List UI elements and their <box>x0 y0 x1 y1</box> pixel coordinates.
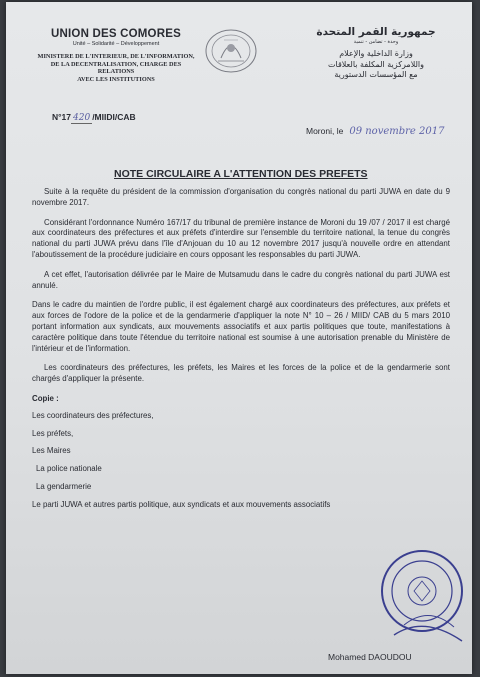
ministry-line: AVEC LES INSTITUTIONS <box>77 75 155 83</box>
letterhead-right-arabic <box>302 26 450 81</box>
copy-recipient: Les coordinateurs des préfectures, <box>32 410 154 420</box>
ministry-line-arabic: واللامركزية المكلفة بالعلاقات <box>327 59 425 69</box>
place-label: Moroni, le <box>306 126 344 136</box>
national-motto-arabic: وحدة - تضامن - تنمية <box>353 39 399 45</box>
official-stamp-icon <box>374 545 466 645</box>
signer-name: Mohamed DAOUDOU <box>328 652 412 662</box>
ministry-line-arabic: مع المؤسسات الدستورية <box>334 70 418 79</box>
letterhead-left <box>36 28 196 83</box>
copy-recipient: La gendarmerie <box>36 481 92 491</box>
reference-handwritten: 420 <box>73 113 91 123</box>
ministry-name <box>36 53 196 83</box>
copy-recipient-list <box>32 411 450 511</box>
paragraph: Les coordinateurs des préfectures, les préfets, les Maires et les forces de la police et de la gendarmerie sont chargés d'appliquer la présente. <box>32 363 450 384</box>
copy-recipient: Le parti JUWA et autres partis politique, aux syndicats et aux mouvements associatifs <box>32 499 331 509</box>
document-page <box>6 2 472 674</box>
copy-recipient: Les Maires <box>32 446 71 456</box>
paragraph: A cet effet, l'autorisation délivrée par le Maire de Mutsamudu dans le cadre du congrès national du parti JUWA est annulé. <box>32 269 450 290</box>
copy-label: Copie : <box>32 393 59 403</box>
paragraph: Suite à la requête du président de la commission d'organisation du congrès national du parti JUWA en date du 9 novembre 2017. <box>32 187 450 207</box>
reference-suffix: /MIIDI/CAB <box>92 112 136 122</box>
document-title: NOTE CIRCULAIRE A L'ATTENTION DES PREFETS <box>114 168 368 180</box>
national-motto: Unité – Solidarité – Développement <box>72 41 160 47</box>
paragraph: Dans le cadre du maintien de l'ordre public, il est également chargé aux coordinateurs des préfectures, aux préfets et aux forces de l'odore de la police et de la gendarmerie d'appliquer la note N° 10 – 26 / MIID/ CAB du 5 mars 2010 portant information aux syndicats, aux mouvements associatifs et aux partis politiques que toute, manifestations à caractère politique dans toute l'étendue du territoire national est soumise à une autorisation prenable du Ministère de l'intérieur et de l'information. <box>32 300 450 353</box>
coat-of-arms-icon <box>204 28 258 74</box>
ministry-line-arabic: وزارة الداخلية والإعلام <box>339 49 413 58</box>
ministry-line: MINISTERE DE L'INTERIEUR, DE L'INFORMATION, <box>37 53 195 60</box>
country-name: UNION DES COMORES <box>51 28 181 40</box>
reference-prefix: N°17 <box>52 112 71 122</box>
copy-recipient: Les préfets, <box>32 428 74 438</box>
reference-number <box>52 112 136 123</box>
copy-recipient: La police nationale <box>36 464 102 474</box>
handwritten-date: 09 novembre 2017 <box>349 126 445 137</box>
place-date <box>306 126 444 137</box>
country-name-arabic: جمهورية القمر المتحدة <box>316 26 436 38</box>
paragraph: Considérant l'ordonnance Numéro 167/17 du tribunal de première instance de Moroni du 19 /07 / 2017 il est chargé aux coordinateurs des préfectures et aux préfets d'interdire sur l'ensemble du territoire national, la tenue du congrès national du parti JUWA prévu dans l'île d'Anjouan du 10 au 12 novembre 2017 jusqu'à nouvelle ordre en attendant l'aboutissement de la procédure judiciaire en cours opposant les responsables du parti JUWA. <box>32 217 450 259</box>
ministry-line: DE LA DECENTRALISATION, CHARGE DES RELATIONS <box>50 60 182 76</box>
ministry-name-arabic <box>302 49 450 81</box>
document-body <box>32 187 450 518</box>
